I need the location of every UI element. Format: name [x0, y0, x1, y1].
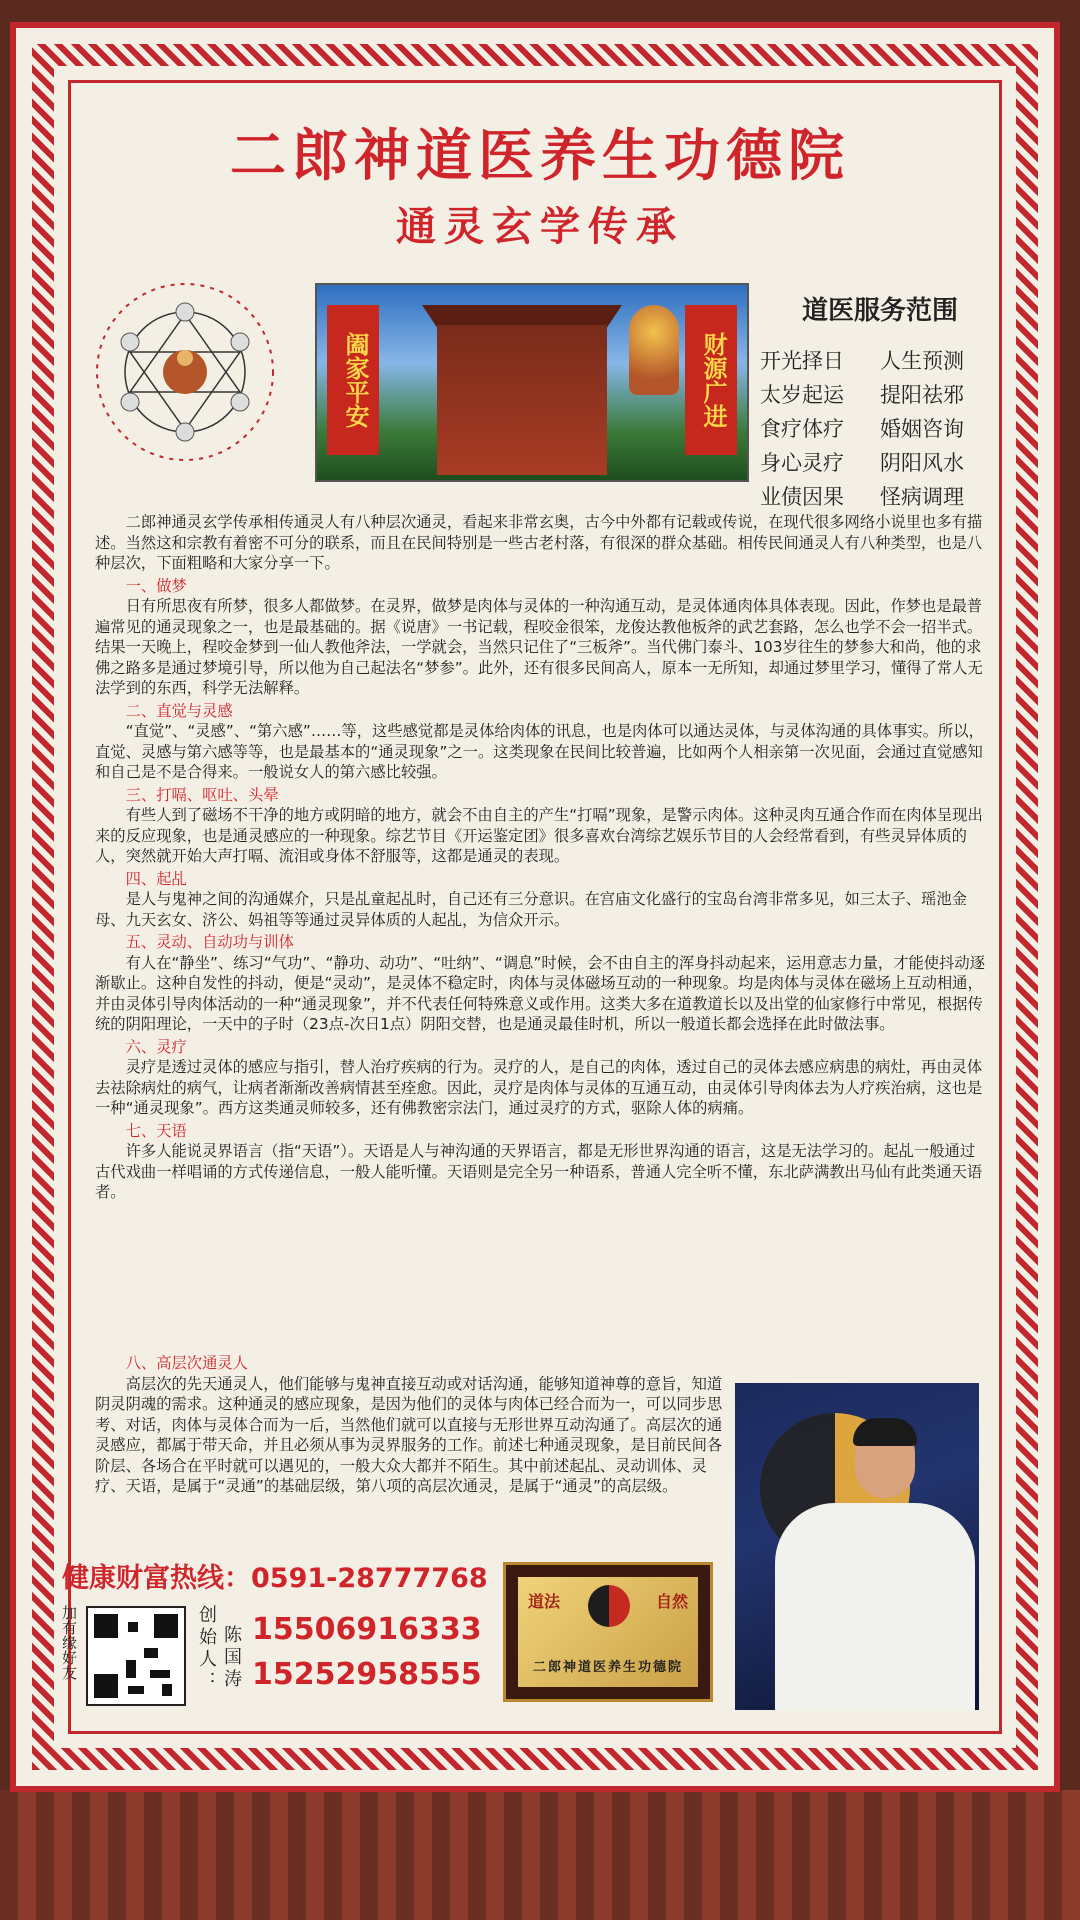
phone-number-2[interactable]: 15252958555 — [252, 1657, 482, 1692]
section-heading: 八、高层次通灵人 — [125, 1354, 248, 1372]
section-heading: 五、灵动、自动功与训体 — [125, 933, 294, 951]
temple-building — [437, 325, 607, 475]
temple-left-sign: 阖家平安 — [327, 305, 379, 455]
plaque-left-text: 道法 — [528, 1592, 561, 1611]
section-text: 是人与鬼神之间的沟通媒介，只是乩童起乩时，自己还有三分意识。在宫庙文化盛行的宝岛台湾非常多见，如三太子、瑶池金母、九天玄女、济公、妈祖等等通过灵异体质的人起乩，为信众开示。 — [95, 890, 967, 929]
plaque — [503, 1562, 713, 1702]
section-text: 日有所思夜有所梦，很多人都做梦。在灵界，做梦是肉体与灵体的一种沟通互动，是灵体通肉体具体表现。因此，作梦也是最普遍常见的通灵现象之一，也是最基础的。据《说唐》一书记载，程咬金很笨，龙俊达教他板斧的武艺套路，怎么也学不会一招半式。结果一天晚上，程咬金梦到一仙人教他斧法，一学就会，当然只记住了“三板斧”。当代佛门泰斗、103岁往生的梦参大和尚，他的求佛之路多是通过梦境引导，所以他为自己起法名“梦参”。此外，还有很多民间高人，原本一无所知，却通过梦里学习，懂得了常人无法学到的东西，科学无法解释。 — [95, 597, 983, 697]
section-heading: 二、直觉与灵感 — [125, 701, 233, 720]
service-item: 婚姻咨询 — [880, 417, 964, 441]
temple-photo — [315, 283, 749, 482]
qr-code-icon[interactable] — [86, 1606, 186, 1706]
services-title: 道医服务范围 — [801, 296, 958, 326]
section-heading: 一、做梦 — [125, 576, 187, 595]
service-item: 怪病调理 — [880, 485, 964, 509]
service-item: 食疗体疗 — [760, 417, 844, 441]
intro-paragraph: 二郎神通灵玄学传承相传通灵人有八种层次通灵，看起来非常玄奥，古今中外都有记载或传说，在现代很多网络小说里也多有描述。当然这和宗教有着密不可分的联系，而且在民间特别是一些古老村落，有很深的群众基础。相传民间通灵人有八种类型，也是八种层次，下面粗略和大家分享一下。 — [95, 513, 983, 572]
section-text: 灵疗是透过灵体的感应与指引，替人治疗疾病的行为。灵疗的人，是自己的肉体，透过自己的灵体去感应病患的病灶，再由灵体去祛除病灶的病气，让病者渐渐改善病情甚至痊愈。因此，灵疗是肉体与灵体的互通互动，由灵体引导肉体去为人疗疾治病，这也是一种“通灵现象”。西方这类通灵师较多，还有佛教密宗法门，通过灵疗的方式，驱除人体的病痛。 — [95, 1058, 983, 1117]
founder-hair — [853, 1418, 917, 1446]
article-body — [95, 512, 985, 1203]
yin-yang-icon — [588, 1585, 630, 1627]
founder-shirt — [775, 1503, 975, 1710]
services-list — [760, 345, 1000, 511]
page-title: 二郎神道医养生功德院 — [230, 123, 850, 189]
founder-label: 创始人： — [196, 1605, 217, 1693]
section-heading: 六、灵疗 — [125, 1037, 187, 1056]
deity-figure — [629, 305, 679, 395]
page-subtitle: 通灵玄学传承 — [396, 203, 684, 250]
section-text: “直觉”、“灵感”、“第六感”……等，这些感觉都是灵体给肉体的讯息，也是肉体可以通达灵体，与灵体沟通的具体事实。所以，直觉、灵感与第六感等等，也是最基本的“通灵现象”之一。这类现象在民间比较普遍，比如两个人相亲第一次见面，会通过直觉感知和自己是不是合得来。一般说女人的第六感比较强。 — [95, 722, 984, 781]
plaque-name: 二郎神道医养生功德院 — [532, 1660, 683, 1675]
founder-photo — [735, 1383, 979, 1710]
section-heading: 四、起乩 — [125, 869, 187, 888]
phone-number-1[interactable]: 15506916333 — [252, 1612, 482, 1647]
add-friend-label: 加有缘好友 — [60, 1605, 78, 1680]
section-text: 许多人能说灵界语言（指“天语”）。天语是人与神沟通的天界语言，都是无形世界沟通的语言，这是无法学习的。起乩一般通过古代戏曲一样唱诵的方式传递信息，一般人能听懂。天语则是完全另一种语系，普通人完全听不懂，东北萨满教出马仙有此类通天语者。 — [95, 1142, 983, 1201]
section-text: 高层次的先天通灵人，他们能够与鬼神直接互动或对话沟通，能够知道神尊的意旨，知道阴灵阴魂的需求。这种通灵的感应现象，是因为他们的灵体与肉体已经合而为一，可以同步思考、对话，肉体与灵体合而为一后，当然他们就可以直接与无形世界互动沟通了。高层次的通灵感应，都属于带天命，并且必须从事为灵界服务的工作。前述七种通灵现象，是目前民间各阶层、各场合在平时就可以遇见的，一般大众大都并不陌生。其中前述起乩、灵动训体、灵疗、天语，是属于“灵通”的基础层级，第八项的高层次通灵，是属于“通灵”的高层级。 — [95, 1374, 723, 1495]
article-tail — [95, 1353, 725, 1497]
temple-right-sign: 财源广进 — [685, 305, 737, 455]
hotline-text: 健康财富热线：0591-28777768 — [62, 1563, 488, 1594]
service-item: 提阳祛邪 — [880, 383, 964, 407]
section-heading: 三、打嗝、呕吐、头晕 — [125, 785, 279, 804]
section-heading: 七、天语 — [125, 1121, 187, 1140]
service-item: 开光择日 — [760, 349, 844, 373]
section-text: 有些人到了磁场不干净的地方或阴暗的地方，就会不由自主的产生“打嗝”现象，是警示肉体。这种灵肉互通合作而在肉体呈现出来的反应现象，也是通灵感应的一种现象。综艺节目《开运鉴定团》很多喜欢台湾综艺娱乐节目的人会经常看到，有些灵异体质的人，突然就开始大声打嗝、流泪或身体不舒服等，这都是通灵的表现。 — [95, 806, 983, 865]
service-item: 业债因果 — [760, 485, 844, 509]
founder-name: 陈国涛 — [221, 1625, 242, 1691]
service-item: 太岁起运 — [760, 383, 844, 407]
service-item: 人生预测 — [880, 349, 964, 373]
service-item: 阴阳风水 — [880, 451, 964, 475]
service-item: 身心灵疗 — [760, 451, 844, 475]
section-text: 有人在“静坐”、练习“气功”、“静功、动功”、“吐纳”、“调息”时候，会不由自主的浑身抖动起来，运用意志力量，才能使抖动逐渐歇止。这种自发性的抖动，便是“灵动”，是灵体不稳定时，肉体与灵体磁场互动的一种现象。均是肉体与灵体在磁场上互动相通，并由灵体引导肉体活动的一种“通灵现象”，并不代表任何特殊意义或作用。这类大多在道教道长以及出堂的仙家修行中常见，根据传统的阴阳理论，一天中的子时（23点-次日1点）阴阳交替，也是通灵最佳时机，所以一般道长都会选择在此时做法事。 — [95, 953, 985, 1033]
wall-background — [0, 1790, 1080, 1920]
bagua-emblem-icon — [80, 272, 290, 472]
plaque-right-text: 自然 — [655, 1592, 688, 1611]
